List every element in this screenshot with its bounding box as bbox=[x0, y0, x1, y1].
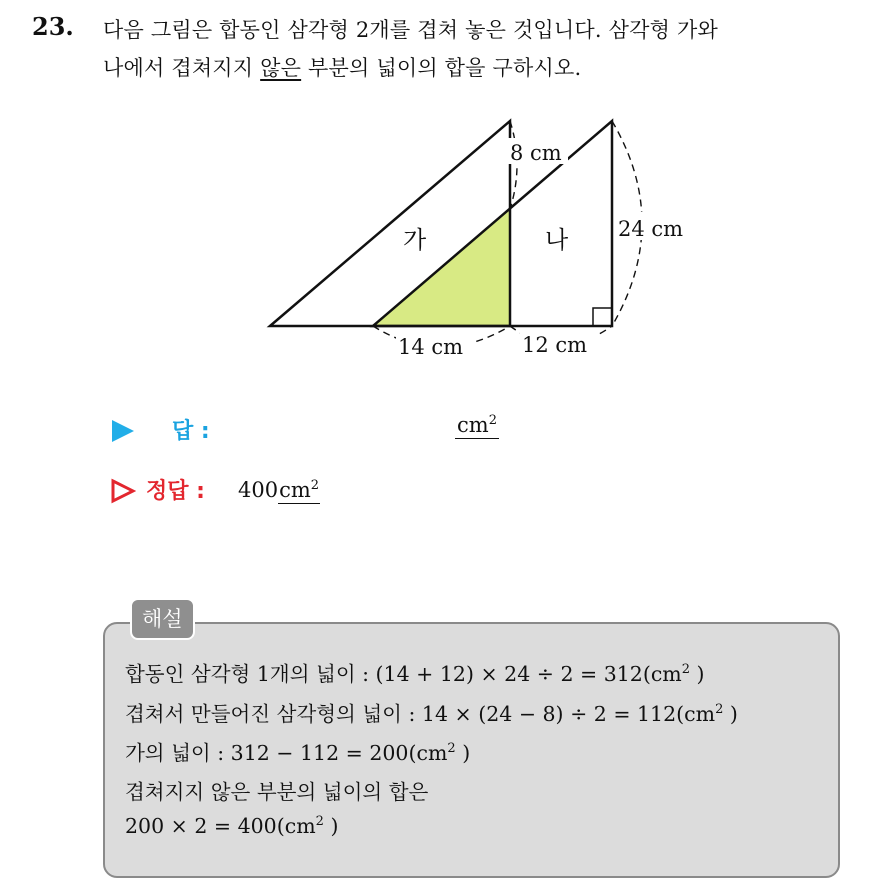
question-underlined-word: 않은 bbox=[260, 56, 302, 80]
explanation-text: 겹쳐서 만들어진 삼각형의 넓이 : 14 × (24 − 8) ÷ 2 = 112(cm bbox=[125, 702, 716, 726]
explanation-line-1 bbox=[125, 657, 705, 687]
correct-unit-wrap bbox=[278, 478, 320, 504]
question-text-part: 나에서 겹쳐지지 bbox=[103, 56, 261, 80]
explanation-line-4 bbox=[125, 775, 428, 805]
label-8cm: 8 cm bbox=[510, 141, 562, 165]
correct-unit: cm bbox=[279, 478, 311, 502]
explanation-tag: 해설 bbox=[130, 598, 195, 640]
answer-blank-unit[interactable] bbox=[455, 413, 499, 439]
explanation-tail: ) bbox=[723, 702, 738, 726]
label-ga: 가 bbox=[403, 226, 427, 254]
label-na: 나 bbox=[545, 226, 569, 254]
explanation-line-2 bbox=[125, 697, 738, 727]
explanation-exponent: 2 bbox=[681, 662, 691, 678]
answer-unit: cm bbox=[457, 413, 489, 437]
right-angle-mark bbox=[593, 308, 612, 326]
explanation-exponent: 2 bbox=[715, 702, 724, 718]
correct-unit-exponent: 2 bbox=[310, 478, 320, 493]
label-12cm: 12 cm bbox=[522, 333, 588, 357]
label-14cm: 14 cm bbox=[398, 335, 464, 359]
question-text-line2 bbox=[103, 52, 581, 82]
correct-value: 400 bbox=[238, 478, 279, 502]
triangle-figure bbox=[260, 108, 710, 368]
explanation-line-3 bbox=[125, 736, 470, 766]
correct-label: 정답 : bbox=[146, 479, 205, 504]
explanation-tail: ) bbox=[690, 662, 705, 686]
label-24cm: 24 cm bbox=[618, 217, 684, 241]
explanation-line-5 bbox=[125, 814, 338, 838]
explanation-tail: ) bbox=[323, 814, 339, 838]
answer-arrow-icon bbox=[112, 420, 134, 442]
explanation-text: 200 × 2 = 400(cm bbox=[125, 814, 316, 838]
explanation-exponent: 2 bbox=[315, 814, 324, 830]
correct-arrow-icon bbox=[110, 478, 136, 504]
explanation-text: 가의 넓이 : 312 − 112 = 200(cm bbox=[125, 741, 448, 765]
answer-unit-exponent: 2 bbox=[488, 413, 497, 428]
explanation-text: 합동인 삼각형 1개의 넓이 : (14 + 12) × 24 ÷ 2 = 312(cm bbox=[125, 662, 682, 686]
question-text-part: 부분의 넓이의 합을 구하시오. bbox=[301, 56, 582, 80]
explanation-exponent: 2 bbox=[447, 741, 456, 757]
question-number: 23. bbox=[32, 12, 74, 41]
question-text-line1: 다음 그림은 합동인 삼각형 2개를 겹쳐 놓은 것입니다. 삼각형 가와 bbox=[103, 18, 718, 42]
explanation-text: 겹쳐지지 않은 부분의 넓이의 합은 bbox=[125, 780, 429, 804]
correct-answer bbox=[238, 478, 320, 502]
answer-label: 답 : bbox=[172, 419, 210, 444]
explanation-tail: ) bbox=[455, 741, 471, 765]
